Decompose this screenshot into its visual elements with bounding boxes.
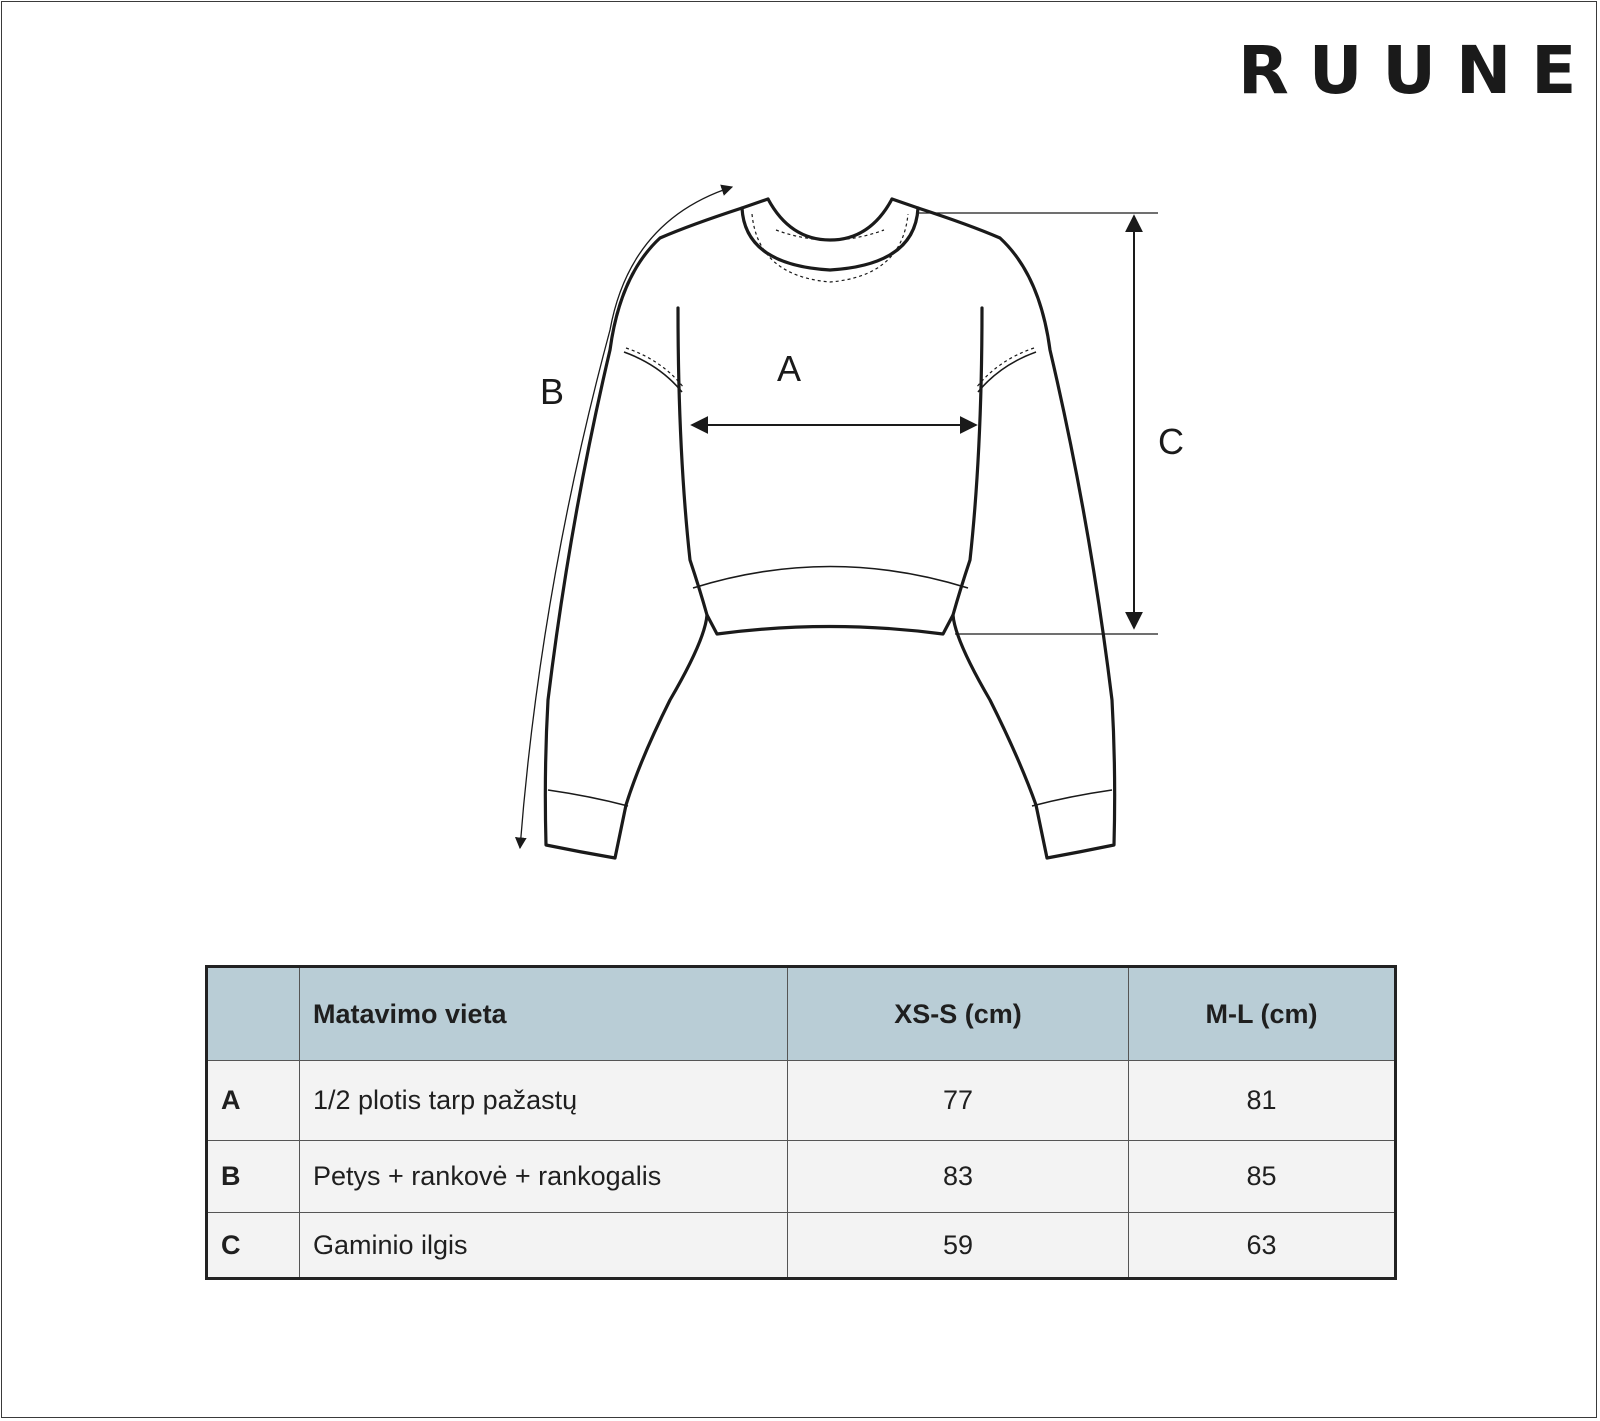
sweater-outline bbox=[545, 199, 1114, 858]
label-b: B bbox=[540, 371, 565, 412]
table-row bbox=[207, 1141, 1396, 1213]
label-a: A bbox=[777, 348, 802, 389]
row-name: Gaminio ilgis bbox=[300, 1213, 788, 1279]
row-xs-s-value: 59 bbox=[788, 1213, 1129, 1279]
table-row bbox=[207, 1213, 1396, 1279]
row-key: B bbox=[207, 1141, 300, 1213]
sweater-seams bbox=[548, 352, 1112, 806]
row-m-l-value: 81 bbox=[1129, 1061, 1396, 1141]
row-xs-s-value: 83 bbox=[788, 1141, 1129, 1213]
header-key bbox=[207, 967, 300, 1061]
row-key: A bbox=[207, 1061, 300, 1141]
collar-stitching bbox=[626, 214, 1034, 388]
header-xs-s: XS-S (cm) bbox=[788, 967, 1129, 1061]
row-key: C bbox=[207, 1213, 300, 1279]
row-name: Petys + rankovė + rankogalis bbox=[300, 1141, 788, 1213]
size-table bbox=[205, 965, 1397, 1280]
header-measurement-place: Matavimo vieta bbox=[300, 967, 788, 1061]
label-c: C bbox=[1158, 421, 1184, 462]
row-name: 1/2 plotis tarp pažastų bbox=[300, 1061, 788, 1141]
brand-logo: RUUNE bbox=[1238, 32, 1597, 109]
row-xs-s-value: 77 bbox=[788, 1061, 1129, 1141]
table-row bbox=[207, 1061, 1396, 1141]
header-m-l: M-L (cm) bbox=[1129, 967, 1396, 1061]
table-header-row bbox=[207, 967, 1396, 1061]
row-m-l-value: 85 bbox=[1129, 1141, 1396, 1213]
row-m-l-value: 63 bbox=[1129, 1213, 1396, 1279]
